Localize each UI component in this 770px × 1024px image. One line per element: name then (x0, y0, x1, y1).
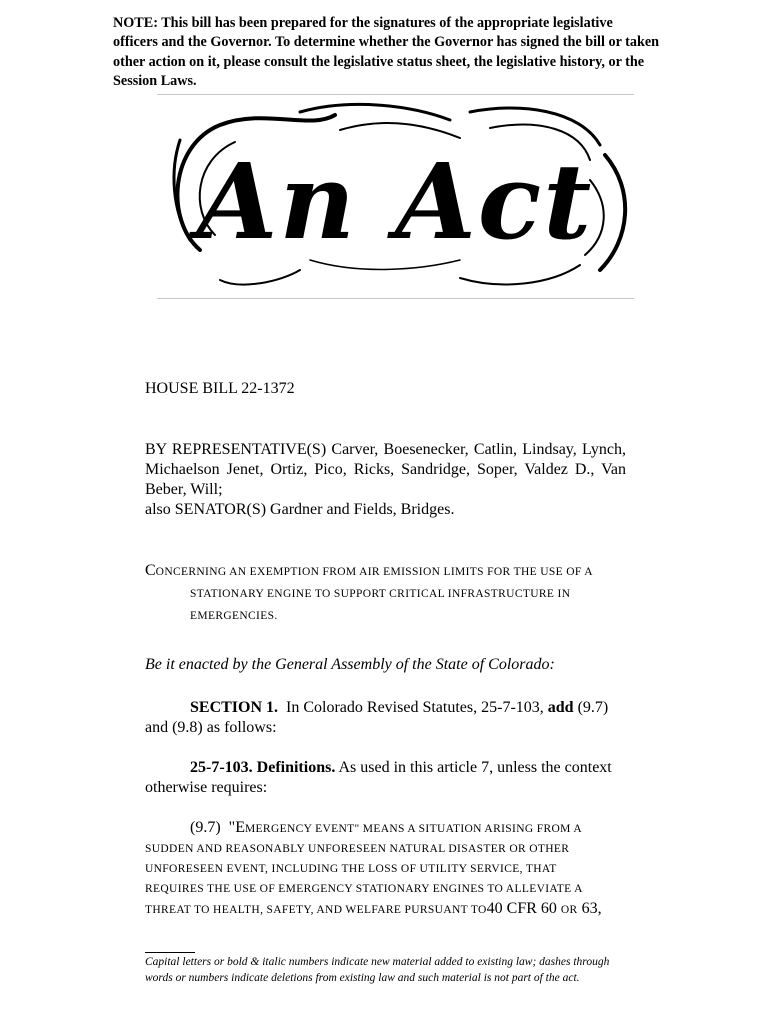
representatives: BY REPRESENTATIVE(S) Carver, Boesenecker, Catlin, Lindsay, Lynch, Michaelson Jenet, Ortiz, Pico, Ricks, Sandridge, Soper, Valdez D., Van Beber, Will; (145, 441, 626, 498)
statute-definitions: 25-7-103. Definitions. As used in this article 7, unless the context otherwise requires: (145, 759, 612, 796)
enacting-clause: Be it enacted by the General Assembly of the State of Colorado: (145, 656, 555, 673)
section-1: SECTION 1. In Colorado Revised Statutes, 25-7-103, add (9.7) and (9.8) as follows: (145, 699, 609, 736)
an-act-emblem (160, 100, 630, 292)
definition-line-1: (9.7) "EMERGENCY EVENT" MEANS A SITUATION ARISING FROM A (190, 819, 582, 836)
title-line-1: CONCERNING AN EXEMPTION FROM AIR EMISSION LIMITS FOR THE USE OF A (145, 562, 593, 579)
definition-line-2: SUDDEN AND REASONABLY UNFORESEEN NATURAL DISASTER OR OTHER (145, 843, 570, 855)
sponsors (145, 440, 626, 520)
emblem-bottom-rule (157, 298, 634, 299)
section-heading: SECTION 1. (190, 699, 279, 716)
add-keyword: add (547, 699, 574, 716)
footnote: Capital letters or bold & italic numbers indicate new material added to existing law; dashes through words or numbers indicate deletions from existing law and such material is not part of the act. (145, 956, 610, 984)
definition-line-3: UNFORESEEN EVENT, INCLUDING THE LOSS OF UTILITY SERVICE, THAT (145, 863, 557, 875)
bill-number: HOUSE BILL 22-1372 (145, 380, 295, 397)
title-line-3: EMERGENCIES. (190, 610, 278, 622)
emblem-top-rule (157, 94, 634, 95)
definition-line-4: REQUIRES THE USE OF EMERGENCY STATIONARY ENGINES TO ALLEVIATE A (145, 883, 583, 895)
footnote-rule (145, 952, 195, 953)
senators: also SENATOR(S) Gardner and Fields, Bridges. (145, 501, 455, 518)
title-line-2: STATIONARY ENGINE TO SUPPORT CRITICAL INFRASTRUCTURE IN (190, 588, 571, 600)
statute-heading: 25-7-103. Definitions. (190, 759, 336, 776)
bill-title (145, 560, 626, 627)
definition-line-5: THREAT TO HEALTH, SAFETY, AND WELFARE PURSUANT TO40 CFR 60 OR 63, (145, 900, 602, 917)
definition-9-7 (145, 818, 626, 920)
signature-note: NOTE: This bill has been prepared for the signatures of the appropriate legislative officers and the Governor. To determine whether the Governor has signed the bill or taken other action on it, please consult the legislative status sheet, the legislative history, or the Session Laws. (113, 15, 660, 90)
an-act-text: An Act (196, 140, 594, 263)
